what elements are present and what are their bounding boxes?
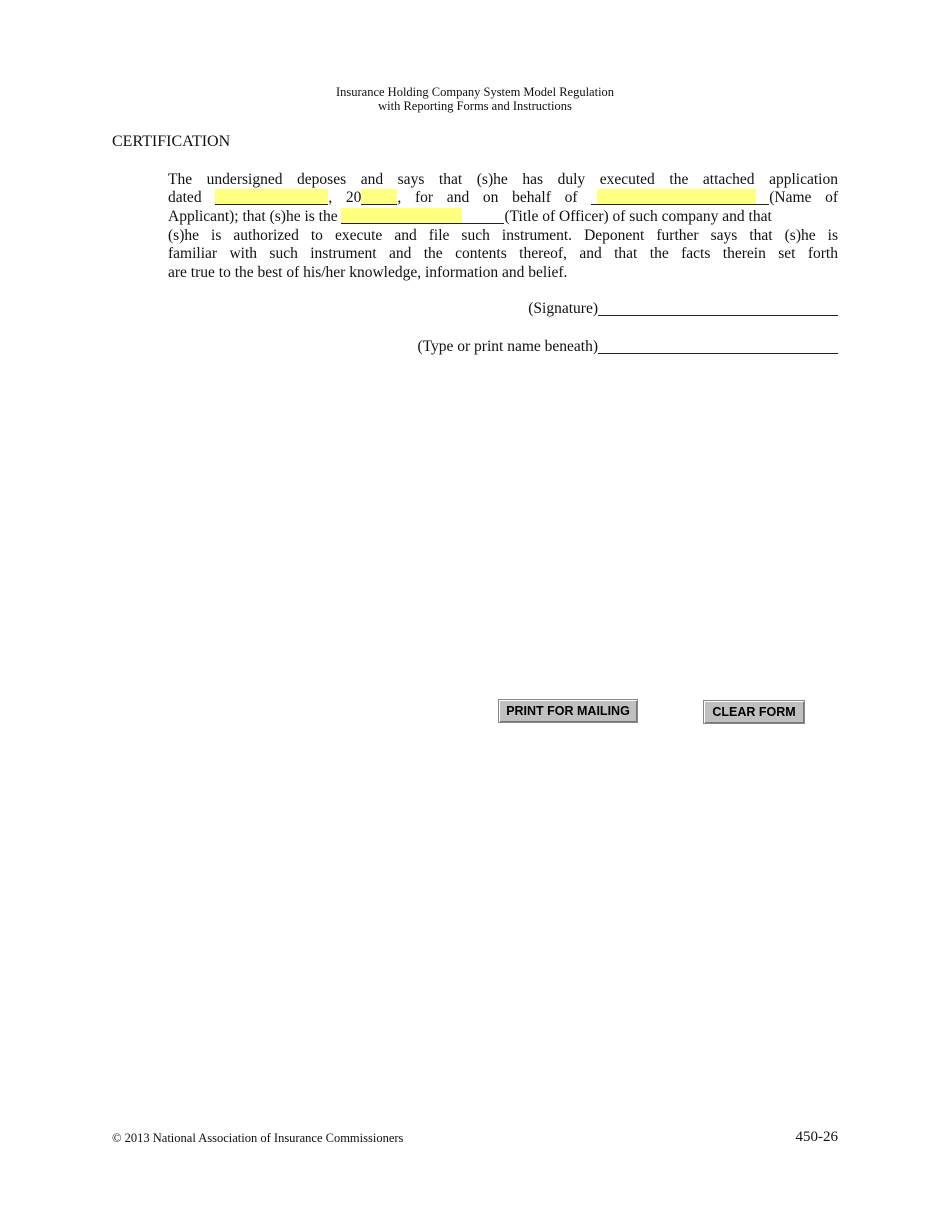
header-line-1: Insurance Holding Company System Model Regulation bbox=[335, 85, 615, 99]
text-applicant: Applicant); that (s)he is the bbox=[168, 208, 338, 225]
text-on-behalf: , for and on behalf of bbox=[397, 189, 578, 206]
paragraph-line-4: (s)he is authorized to execute and file such instrument. Deponent further says that (s)he is bbox=[168, 227, 838, 244]
text-20: , 20 bbox=[328, 189, 362, 206]
year-field[interactable] bbox=[361, 189, 397, 205]
header-line-2: with Reporting Forms and Instructions bbox=[378, 99, 572, 113]
date-field[interactable] bbox=[215, 189, 328, 205]
copyright: © 2013 National Association of Insurance Commissioners bbox=[112, 1131, 404, 1145]
text-name-of: (Name of bbox=[769, 189, 839, 206]
paragraph-line-2 bbox=[168, 189, 838, 207]
applicant-name-field[interactable] bbox=[597, 189, 756, 205]
paragraph-line-3 bbox=[168, 208, 838, 226]
print-name-line bbox=[417, 338, 838, 356]
text-dated: dated bbox=[168, 189, 202, 206]
print-name-underline[interactable] bbox=[598, 338, 838, 354]
clear-form-button[interactable]: CLEAR FORM bbox=[703, 700, 805, 724]
print-name-label: (Type or print name beneath) bbox=[417, 338, 598, 355]
text-title-of-officer: (Title of Officer) of such company and that bbox=[504, 208, 772, 225]
signature-line bbox=[528, 300, 838, 318]
page-number: 450-26 bbox=[795, 1129, 838, 1145]
officer-title-field[interactable] bbox=[341, 208, 462, 224]
paragraph-line-5: familiar with such instrument and the contents thereof, and that the facts therein set forth bbox=[168, 245, 838, 262]
underline bbox=[462, 208, 504, 224]
section-title: CERTIFICATION bbox=[112, 133, 231, 150]
signature-label: (Signature) bbox=[528, 300, 598, 317]
paragraph-line-1: The undersigned deposes and says that (s)he has duly executed the attached application bbox=[168, 171, 838, 188]
underline bbox=[756, 189, 769, 205]
print-for-mailing-button[interactable]: PRINT FOR MAILING bbox=[498, 699, 638, 723]
paragraph-line-6: are true to the best of his/her knowledge, information and belief. bbox=[168, 264, 568, 281]
signature-underline[interactable] bbox=[598, 300, 838, 316]
